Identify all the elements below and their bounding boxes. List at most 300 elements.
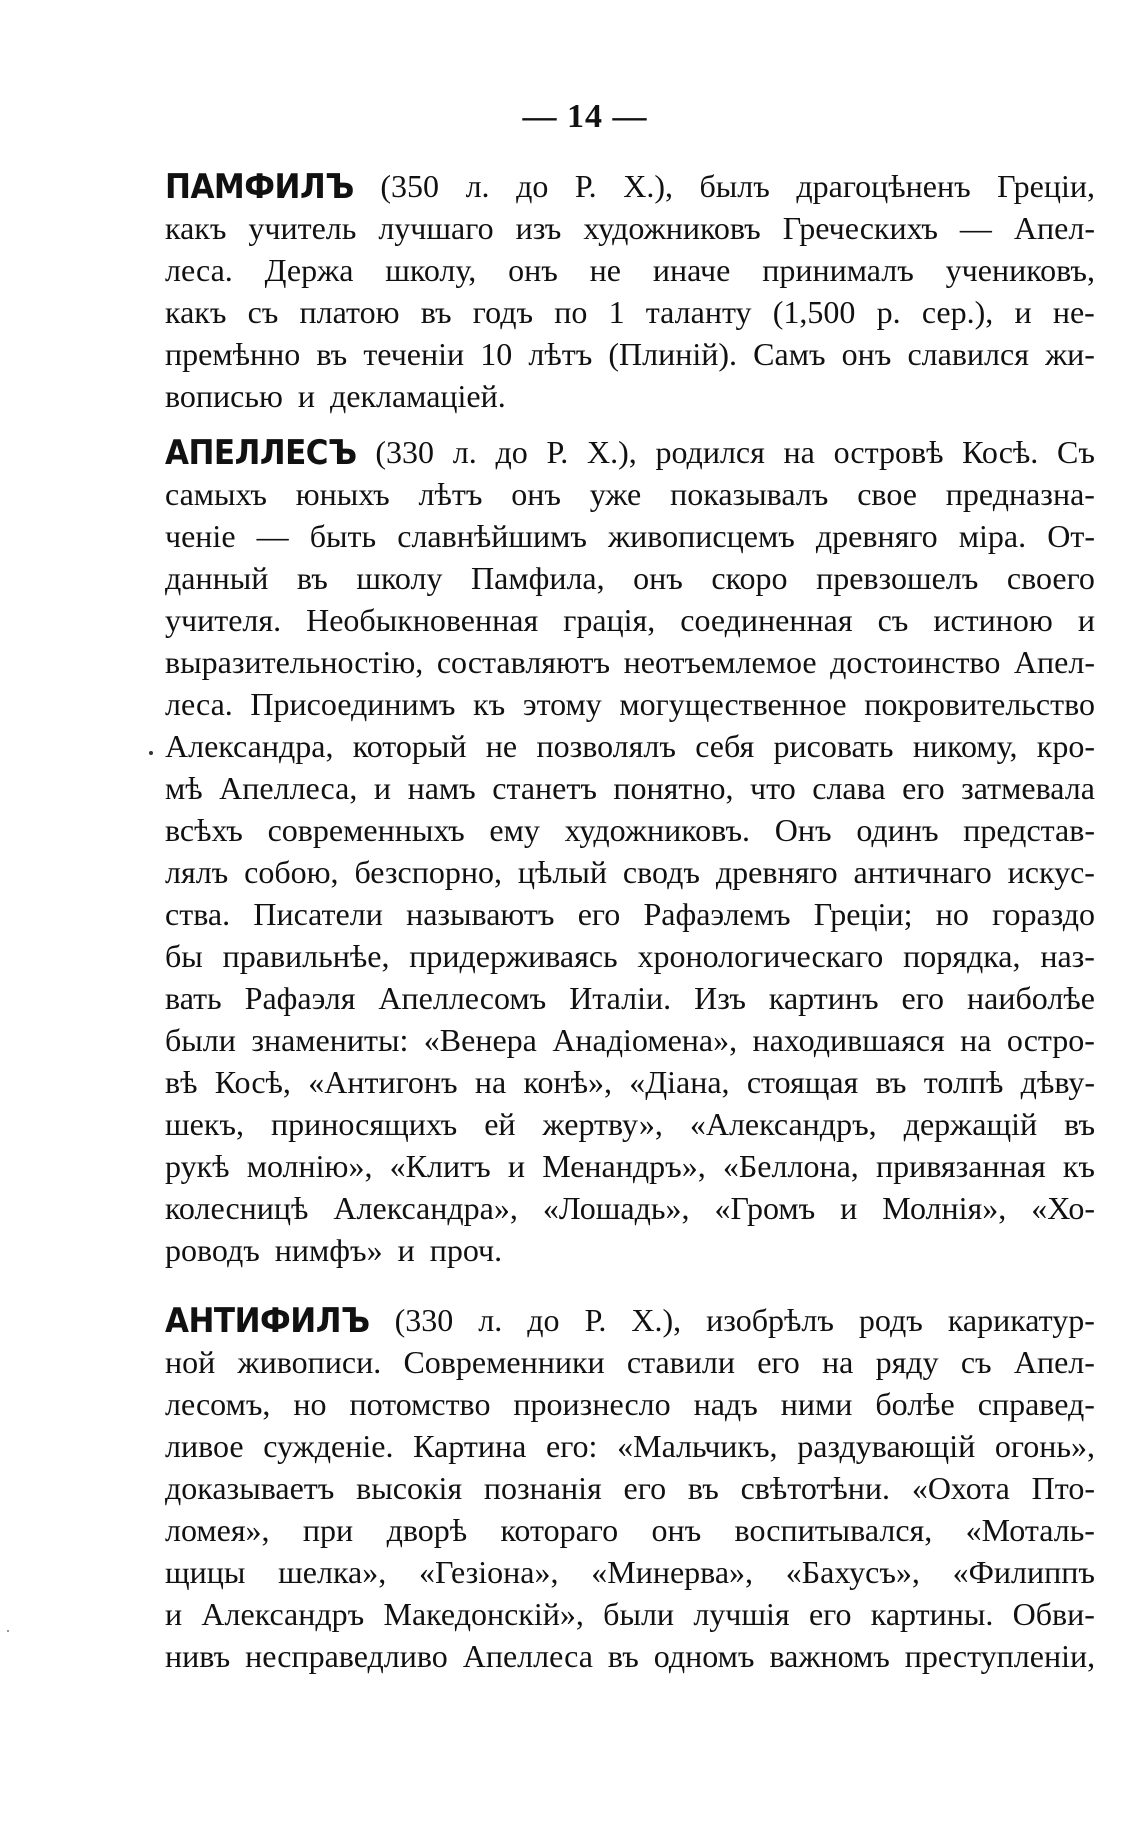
word: свое xyxy=(857,476,917,512)
text-line xyxy=(165,473,1095,515)
word: его xyxy=(623,1470,667,1506)
word: онъ xyxy=(651,1512,702,1548)
word: на xyxy=(960,1022,992,1058)
article-antiphilus xyxy=(165,1299,1095,1677)
word: Апеллесомъ xyxy=(378,980,547,1016)
word: проч. xyxy=(429,1232,503,1268)
word: преступленіи, xyxy=(904,1638,1096,1674)
text-line xyxy=(165,725,1095,767)
word: карикатур- xyxy=(947,1302,1095,1338)
text-line xyxy=(165,935,1095,977)
word: ства. xyxy=(165,896,231,932)
word: раздувающій xyxy=(797,1428,976,1464)
word: От- xyxy=(1047,518,1095,554)
word: Р. xyxy=(584,1302,607,1338)
word: Менандръ», xyxy=(542,1148,706,1184)
word: шекъ, xyxy=(165,1106,244,1142)
word: предназна- xyxy=(945,476,1095,512)
word: Держа xyxy=(264,252,354,288)
word: Апел- xyxy=(1013,644,1095,680)
word: никому, xyxy=(912,728,1018,764)
word: «Антигонъ xyxy=(308,1064,458,1100)
text-line xyxy=(165,207,1095,249)
word: высокія xyxy=(356,1470,463,1506)
text-line xyxy=(165,165,1095,207)
word: античнаго xyxy=(853,854,992,890)
word: ними xyxy=(780,1386,853,1422)
word: наиболѣе xyxy=(967,980,1095,1016)
word: въ xyxy=(296,560,328,596)
word: бы xyxy=(165,938,203,974)
article-heading: АНТИФИЛЪ xyxy=(165,1301,370,1341)
word: Пто- xyxy=(1031,1470,1095,1506)
word: въ xyxy=(420,294,452,330)
word: островѣ xyxy=(833,434,944,470)
word: на xyxy=(783,434,815,470)
word: шелка», xyxy=(278,1554,387,1590)
word: искус- xyxy=(1007,854,1095,890)
word: живописи. xyxy=(237,1344,382,1380)
word: (330 xyxy=(394,1302,454,1338)
word: порядка, xyxy=(903,938,1021,974)
word: и xyxy=(1014,294,1032,330)
text-line xyxy=(165,431,1095,473)
word: знамениты: xyxy=(251,1022,409,1058)
word: потомство xyxy=(349,1386,491,1422)
word: ливое xyxy=(165,1428,244,1464)
word: «Венера xyxy=(423,1022,537,1058)
text-line xyxy=(165,683,1095,725)
word: познанія xyxy=(483,1470,602,1506)
text-line xyxy=(165,1635,1095,1677)
word: безспорно, xyxy=(354,854,502,890)
word: Х.), xyxy=(623,168,673,204)
word: «Филиппъ xyxy=(952,1554,1095,1590)
word: школу xyxy=(356,560,443,596)
word: колесницѣ xyxy=(165,1190,309,1226)
word: ломея», xyxy=(165,1512,270,1548)
page-number: — 14 — xyxy=(522,98,648,135)
article-heading: АПЕЛЛЕСЪ xyxy=(165,433,357,473)
word: и xyxy=(507,1148,525,1184)
word: на xyxy=(474,1064,507,1100)
word: Самъ xyxy=(753,336,826,372)
word: воспитывался, xyxy=(734,1512,933,1548)
word: Греческихъ xyxy=(782,210,938,246)
article-apelles xyxy=(165,431,1095,1271)
word: роводъ xyxy=(165,1232,260,1268)
word: онъ xyxy=(508,252,558,288)
word: «Моталь- xyxy=(965,1512,1095,1548)
word: щицы xyxy=(165,1554,246,1590)
word: Изъ xyxy=(694,980,746,1016)
word: молнію», xyxy=(246,1148,373,1184)
word: Апеллеса, xyxy=(219,770,358,806)
word: платою xyxy=(299,294,400,330)
word: живописцемъ xyxy=(608,518,795,554)
word: Апеллеса xyxy=(462,1638,593,1674)
word: одномъ xyxy=(653,1638,755,1674)
text-line xyxy=(165,1383,1095,1425)
word: л. xyxy=(478,1302,503,1338)
word: сер.), xyxy=(921,294,994,330)
word: Современники xyxy=(403,1344,605,1380)
word: кро- xyxy=(1036,728,1095,764)
word: ставили xyxy=(626,1344,735,1380)
word: Съ xyxy=(1057,434,1095,470)
word: къ xyxy=(1062,1148,1095,1184)
word: какъ xyxy=(165,294,227,330)
text-line xyxy=(165,1551,1095,1593)
word: конѣ», xyxy=(523,1064,612,1100)
word: Италіи. xyxy=(569,980,672,1016)
word: придерживаясь xyxy=(409,938,618,974)
word: ему xyxy=(489,812,540,848)
word: «Минерва», xyxy=(591,1554,754,1590)
word: нимфъ» xyxy=(274,1232,383,1268)
word: Греціи; xyxy=(813,896,913,932)
word: изъ xyxy=(515,210,562,246)
word: славился xyxy=(907,336,1029,372)
word: болѣе xyxy=(875,1386,955,1422)
word: онъ xyxy=(511,476,561,512)
word: леса. xyxy=(165,252,233,288)
word: были xyxy=(165,1022,236,1058)
word: современныхъ xyxy=(267,812,465,848)
text-line xyxy=(165,641,1095,683)
text-line xyxy=(165,515,1095,557)
word: «Беллона, xyxy=(722,1148,859,1184)
word: таланту xyxy=(645,294,752,330)
word: вать xyxy=(165,980,222,1016)
word: данный xyxy=(165,560,269,596)
word: слава xyxy=(812,770,886,806)
word: находившаяся xyxy=(752,1022,945,1058)
word: Памфила, xyxy=(471,560,605,596)
word: наз- xyxy=(1040,938,1095,974)
word: Необыкновенная xyxy=(306,602,539,638)
word: и xyxy=(165,1596,183,1632)
word: съ xyxy=(960,1344,992,1380)
word: (330 xyxy=(375,434,435,470)
word: дѣву- xyxy=(1020,1064,1095,1100)
word: древняго xyxy=(715,854,838,890)
word: остро- xyxy=(1006,1022,1095,1058)
text-line xyxy=(165,893,1095,935)
word: лѣтъ xyxy=(528,336,593,372)
word: его xyxy=(808,1596,852,1632)
word: котораго xyxy=(500,1512,619,1548)
word: не xyxy=(589,252,621,288)
word: «Діана, xyxy=(629,1064,730,1100)
word: Апел- xyxy=(1013,210,1095,246)
word: Рафаэля xyxy=(244,980,356,1016)
word: — xyxy=(959,210,992,246)
word: лучшія xyxy=(693,1596,790,1632)
word: стоящая xyxy=(746,1064,859,1100)
word: Апел- xyxy=(1013,1344,1095,1380)
text-line xyxy=(165,1509,1095,1551)
word: вописью xyxy=(165,378,283,414)
word: «Лошадь», xyxy=(542,1190,690,1226)
word: древняго xyxy=(815,518,938,554)
word: его xyxy=(901,980,945,1016)
text-line xyxy=(165,977,1095,1019)
word: Х.), xyxy=(631,1302,682,1338)
word: и xyxy=(840,1190,858,1226)
word: Р. xyxy=(574,168,597,204)
word: себя xyxy=(695,728,755,764)
word: «Александръ, xyxy=(689,1106,877,1142)
word: былъ xyxy=(699,168,770,204)
word: но xyxy=(293,1386,327,1422)
word: выразительностію, xyxy=(165,644,424,680)
text-line xyxy=(165,333,1095,375)
text-line xyxy=(165,1299,1095,1341)
word: его xyxy=(757,1344,800,1380)
text-line xyxy=(165,1341,1095,1383)
word: премѣнно xyxy=(165,336,301,372)
word: Х.), xyxy=(586,434,637,470)
word: Греціи, xyxy=(997,168,1095,204)
margin-dot xyxy=(7,1630,9,1632)
word: доказываетъ xyxy=(165,1470,335,1506)
word: намъ xyxy=(407,770,476,806)
word: важномъ xyxy=(769,1638,890,1674)
word: къ xyxy=(473,686,506,722)
word: 10 xyxy=(480,336,513,372)
word: надъ xyxy=(693,1386,758,1422)
word: 1 xyxy=(608,294,625,330)
word: рукѣ xyxy=(165,1148,230,1184)
word: — xyxy=(256,518,289,554)
word: толпѣ xyxy=(923,1064,1004,1100)
word: всѣхъ xyxy=(165,812,243,848)
word: этому xyxy=(522,686,602,722)
word: держащій xyxy=(903,1106,1038,1142)
text-line xyxy=(165,249,1095,291)
word: ряду xyxy=(875,1344,939,1380)
word: Присоединимъ xyxy=(250,686,456,722)
word: какъ xyxy=(165,210,227,246)
word: его xyxy=(902,770,945,806)
word: «Мальчикъ, xyxy=(617,1428,778,1464)
word: одинъ xyxy=(856,812,939,848)
word: иначе xyxy=(652,252,731,288)
word: годъ xyxy=(472,294,534,330)
word: были xyxy=(603,1596,675,1632)
word: лесомъ, xyxy=(165,1386,271,1422)
text-line xyxy=(165,1103,1095,1145)
word: леса. xyxy=(165,686,233,722)
word: въ xyxy=(316,336,348,372)
word: картинъ xyxy=(768,980,879,1016)
word: онъ xyxy=(633,560,683,596)
word: на xyxy=(822,1344,854,1380)
text-line xyxy=(165,1425,1095,1467)
word: до xyxy=(527,1302,560,1338)
word: соединенная xyxy=(680,602,853,638)
word: юныхъ xyxy=(295,476,390,512)
text-line xyxy=(165,375,1095,417)
word: теченіи xyxy=(363,336,465,372)
word: превзошелъ xyxy=(816,560,979,596)
word: вѣ xyxy=(165,1064,198,1100)
word: не xyxy=(485,728,518,764)
word: Онъ xyxy=(774,812,832,848)
word: по xyxy=(554,294,588,330)
text-line xyxy=(165,1187,1095,1229)
word: изобрѣлъ xyxy=(706,1302,834,1338)
word: правильнѣе, xyxy=(222,938,390,974)
word: до xyxy=(495,434,528,470)
word: Молнія», xyxy=(882,1190,1007,1226)
word: показывалъ xyxy=(670,476,829,512)
word: учителя. xyxy=(165,602,282,638)
text-line xyxy=(165,851,1095,893)
text-line xyxy=(165,1593,1095,1635)
word: цѣлый xyxy=(517,854,607,890)
word: Рафаэлемъ xyxy=(643,896,791,932)
word: Анадіомена», xyxy=(552,1022,738,1058)
word: (350 xyxy=(380,168,440,204)
word: л. xyxy=(465,168,490,204)
article-pamphilus xyxy=(165,165,1095,417)
word: Р. xyxy=(546,434,569,470)
word: несправедливо xyxy=(245,1638,448,1674)
word: Косѣ, xyxy=(214,1064,291,1100)
word: картины. xyxy=(870,1596,994,1632)
word: станетъ xyxy=(492,770,597,806)
word: въ xyxy=(687,1470,719,1506)
word: жи- xyxy=(1045,336,1095,372)
word: «Хо- xyxy=(1031,1190,1095,1226)
word: «Охота xyxy=(911,1470,1010,1506)
word: и xyxy=(373,770,392,806)
word: славнѣйшимъ xyxy=(397,518,587,554)
word: самыхъ xyxy=(165,476,267,512)
word: достоинство xyxy=(830,644,1001,680)
word: привязанная xyxy=(875,1148,1046,1184)
word: ей xyxy=(484,1106,516,1142)
word: уже xyxy=(589,476,642,512)
word: огонь», xyxy=(994,1428,1095,1464)
word: «Бахусъ», xyxy=(785,1554,920,1590)
word: съ xyxy=(247,294,279,330)
word: лучшаго xyxy=(378,210,494,246)
word: принималъ xyxy=(762,252,914,288)
word: лѣтъ xyxy=(418,476,483,512)
word: Александра, xyxy=(165,728,334,764)
word: понятно, xyxy=(613,770,734,806)
word: Косѣ. xyxy=(962,434,1039,470)
word: лялъ xyxy=(165,854,229,890)
word: его: xyxy=(546,1428,598,1464)
word: могущественное xyxy=(619,686,847,722)
word: который xyxy=(352,728,467,764)
word: представ- xyxy=(963,812,1095,848)
word: онъ xyxy=(841,336,892,372)
text-line xyxy=(165,1467,1095,1509)
word: декламаціей. xyxy=(329,378,506,414)
word: и xyxy=(297,378,315,414)
word: ной xyxy=(165,1344,216,1380)
word: произнесло xyxy=(513,1386,671,1422)
word: въ xyxy=(607,1638,639,1674)
text-line xyxy=(165,291,1095,333)
word: съ xyxy=(877,602,909,638)
word: Обви- xyxy=(1012,1596,1095,1632)
word: Александра», xyxy=(333,1190,518,1226)
word: ченіе xyxy=(165,518,236,554)
word: сужденіе. xyxy=(263,1428,394,1464)
text-line xyxy=(165,1145,1095,1187)
word: «Клитъ xyxy=(389,1148,491,1184)
word: называютъ xyxy=(406,896,555,932)
word: родъ xyxy=(858,1302,923,1338)
word: гораздо xyxy=(992,896,1095,932)
text-line xyxy=(165,1229,1095,1271)
word: мѣ xyxy=(165,770,203,806)
word: справед- xyxy=(977,1386,1095,1422)
word: собою, xyxy=(244,854,339,890)
word: грація, xyxy=(563,602,656,638)
margin-mark xyxy=(149,751,153,755)
word: свѣтотѣни. xyxy=(740,1470,890,1506)
word: рисовать xyxy=(773,728,894,764)
word: Македонскій», xyxy=(383,1596,584,1632)
word: учениковъ, xyxy=(945,252,1095,288)
text-line xyxy=(165,809,1095,851)
word: Александръ xyxy=(201,1596,365,1632)
word: его xyxy=(577,896,621,932)
word: жертву», xyxy=(542,1106,663,1142)
text-line xyxy=(165,599,1095,641)
word: своего xyxy=(1006,560,1095,596)
word: истиною xyxy=(933,602,1053,638)
word: дворѣ xyxy=(386,1512,468,1548)
word: и xyxy=(1077,602,1095,638)
word: Писатели xyxy=(253,896,383,932)
word: но xyxy=(935,896,969,932)
word: что xyxy=(750,770,796,806)
word: быть xyxy=(309,518,377,554)
word: родился xyxy=(655,434,765,470)
word: не- xyxy=(1052,294,1095,330)
word: р. xyxy=(876,294,901,330)
word: школу, xyxy=(385,252,477,288)
word: въ xyxy=(1064,1106,1095,1142)
word: и xyxy=(397,1232,415,1268)
text-line xyxy=(165,767,1095,809)
word: нивъ xyxy=(165,1638,231,1674)
word: хронологическаго xyxy=(637,938,884,974)
word: художниковъ. xyxy=(564,812,751,848)
text-line xyxy=(165,1019,1095,1061)
word: учитель xyxy=(248,210,357,246)
word: Картина xyxy=(413,1428,527,1464)
word: «Громъ xyxy=(714,1190,816,1226)
word: скоро xyxy=(711,560,788,596)
word: міра. xyxy=(958,518,1027,554)
word: л. xyxy=(452,434,477,470)
word: художниковъ xyxy=(583,210,761,246)
word: въ xyxy=(875,1064,907,1100)
article-heading: ПАМФИЛЪ xyxy=(165,167,354,207)
text-line xyxy=(165,1061,1095,1103)
word: сводъ xyxy=(622,854,700,890)
text-line xyxy=(165,557,1095,599)
